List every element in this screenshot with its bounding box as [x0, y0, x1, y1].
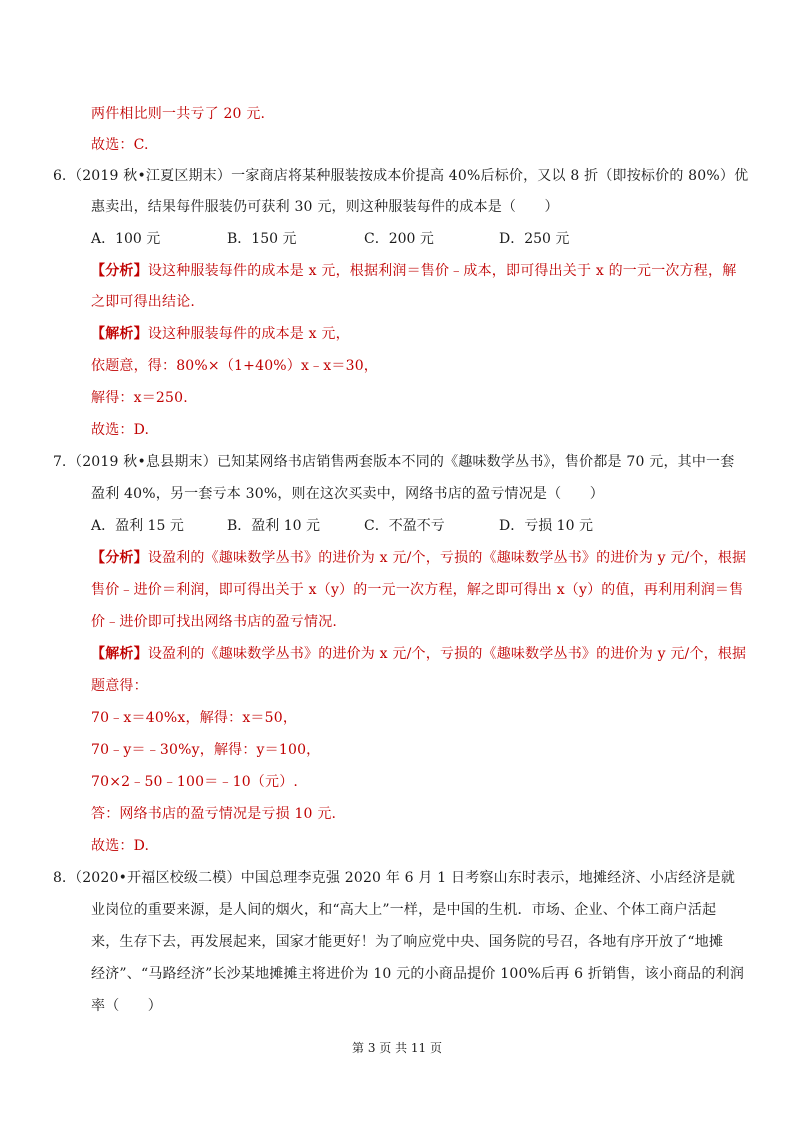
question-source: （2019 秋•息县期末） [68, 454, 217, 470]
question-stem-continued: 来，生存下去，再发展起来，国家才能更好！为了响应党中央、国务院的号召，各地有序开放了“地摊 [91, 934, 724, 950]
analysis-line-continued: 之即可得出结论. [91, 294, 196, 310]
question-stem-continued: 业岗位的重要来源，是人间的烟火，和“高大上”一样，是中国的生机．市场、企业、个体工商户活起 [91, 902, 717, 918]
question-stem-continued: 盈利 40%，另一套亏本 30%，则在这次买卖中，网络书店的盈亏情况是（ ） [91, 486, 604, 502]
solution-tag: 【解析】 [91, 326, 148, 342]
question-number: 8. [53, 870, 67, 886]
question-stem-continued: 率（ ） [91, 998, 162, 1014]
analysis-text: 设这种服装每件的成本是 x 元，根据利润＝售价﹣成本，即可得出关于 x 的一元一次方程，解 [147, 263, 737, 279]
solution-equation: 依题意，得：80%×（1+40%）x﹣x＝30， [91, 358, 379, 374]
solution-equation: 70×2﹣50﹣100＝﹣10（元）. [91, 774, 299, 790]
question-stem-continued: 惠卖出，结果每件服装仍可获利 30 元，则这种服装每件的成本是（ ） [91, 199, 559, 215]
solution-line [91, 644, 746, 664]
solution-equation: 70﹣y＝﹣30%y，解得：y＝100， [91, 742, 321, 758]
analysis-line [91, 261, 736, 281]
question-source: （2020•开福区校级二模） [68, 870, 241, 886]
page-footer: 第 3 页 共 11 页 [352, 1041, 442, 1055]
question-stem-continued: 经济”、“马路经济”长沙某地摊摊主将进价为 10 元的小商品提价 100%后再 6 折销售，该小商品的利润 [91, 966, 745, 982]
solution-text: 设这种服装每件的成本是 x 元， [147, 326, 350, 342]
solution-line-continued: 题意得： [91, 678, 148, 694]
option-c: C．不盈不亏 [364, 518, 445, 534]
option-a: A．盈利 15 元 [91, 518, 184, 534]
question-stem [68, 868, 735, 888]
option-a: A．100 元 [91, 231, 161, 247]
analysis-tag: 【分析】 [91, 550, 148, 566]
analysis-line [91, 548, 746, 568]
question-source: （2019 秋•江夏区期末） [68, 168, 232, 184]
question-number: 6. [53, 168, 67, 184]
analysis-tag: 【分析】 [91, 263, 148, 279]
solution-text: 设盈利的《趣味数学丛书》的进价为 x 元/个，亏损的《趣味数学丛书》的进价为 y 元/个，根据 [147, 646, 747, 662]
answer-line: 故选：D. [91, 422, 150, 438]
question-number: 7. [53, 454, 67, 470]
option-b: B．150 元 [227, 231, 297, 247]
option-b: B．盈利 10 元 [227, 518, 321, 534]
option-c: C．200 元 [364, 231, 434, 247]
solution-result: 解得：x＝250. [91, 390, 188, 406]
prev-answer: 故选：C. [91, 137, 149, 153]
question-stem-text: 中国总理李克强 2020 年 6 月 1 日考察山东时表示，地摊经济、小店经济是就 [240, 870, 736, 886]
option-d: D．250 元 [499, 231, 570, 247]
question-stem-text: 已知某网络书店销售两套版本不同的《趣味数学丛书》，售价都是 70 元，其中一套 [216, 454, 735, 470]
analysis-line-continued: 售价﹣进价＝利润，即可得出关于 x（y）的一元一次方程，解之即可得出 x（y）的值，再利用利润＝售 [91, 582, 744, 598]
option-d: D．亏损 10 元 [499, 518, 593, 534]
question-stem-text: 一家商店将某种服装按成本价提高 40%后标价，又以 8 折（即按标价的 80%）优 [231, 168, 749, 184]
analysis-line-continued: 价﹣进价即可找出网络书店的盈亏情况. [91, 614, 338, 630]
solution-equation: 70﹣x＝40%x，解得：x＝50， [91, 710, 298, 726]
prev-solution-line: 两件相比则一共亏了 20 元. [91, 106, 266, 122]
solution-tag: 【解析】 [91, 646, 148, 662]
question-stem [68, 452, 734, 472]
analysis-text: 设盈利的《趣味数学丛书》的进价为 x 元/个，亏损的《趣味数学丛书》的进价为 y 元/个，根据 [147, 550, 747, 566]
solution-conclusion: 答：网络书店的盈亏情况是亏损 10 元. [91, 806, 337, 822]
question-stem [68, 166, 748, 186]
answer-line: 故选：D. [91, 838, 150, 854]
solution-line [91, 324, 350, 344]
